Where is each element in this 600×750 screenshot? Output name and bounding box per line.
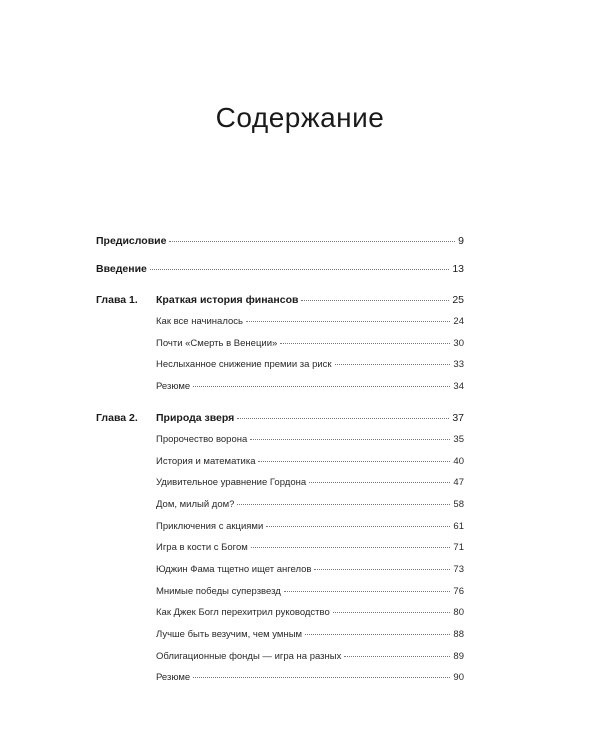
- dot-leader: [335, 363, 451, 365]
- toc-entry: [96, 260, 464, 278]
- entry-label: Краткая история финансов: [156, 294, 299, 306]
- toc-entry: [96, 583, 464, 601]
- entry-label: Почти «Смерть в Венеции»: [156, 338, 278, 349]
- entry-label: Игра в кости с Богом: [156, 542, 248, 553]
- entry-page-number: 61: [453, 521, 464, 532]
- entry-label: Предисловие: [96, 235, 167, 247]
- entry-label: Как Джек Богл перехитрил руководство: [156, 607, 330, 618]
- toc-entry: [96, 518, 464, 536]
- entry-page-number: 71: [453, 542, 464, 553]
- dot-leader: [333, 611, 451, 613]
- toc-entry: [96, 474, 464, 492]
- entry-label: Пророчество ворона: [156, 434, 248, 445]
- toc-entry: [96, 453, 464, 471]
- entry-label: Мнимые победы суперзвезд: [156, 586, 281, 597]
- toc-entry: [96, 539, 464, 557]
- dot-leader: [258, 460, 450, 462]
- entry-page-number: 89: [453, 651, 464, 662]
- entry-label: Резюме: [156, 381, 191, 392]
- toc-entry: [96, 604, 464, 622]
- entry-label: Неслыханное снижение премии за риск: [156, 359, 332, 370]
- entry-label: Как все начиналось: [156, 316, 243, 327]
- entry-page-number: 90: [453, 672, 464, 683]
- toc-entry: [96, 291, 464, 309]
- toc-entry: [96, 232, 464, 250]
- chapter-number: Глава 2.: [96, 412, 138, 424]
- toc-entry: [96, 648, 464, 666]
- entry-page-number: 25: [452, 294, 464, 306]
- toc-entry: [96, 431, 464, 449]
- entry-page-number: 13: [452, 263, 464, 275]
- entry-page-number: 47: [453, 477, 464, 488]
- entry-page-number: 34: [453, 381, 464, 392]
- dot-leader: [251, 546, 451, 548]
- entry-page-number: 40: [453, 456, 464, 467]
- dot-leader: [237, 417, 449, 419]
- dot-leader: [284, 590, 451, 592]
- dot-leader: [169, 240, 455, 242]
- entry-page-number: 35: [453, 434, 464, 445]
- toc-entry: [96, 356, 464, 374]
- chapter-number: Глава 1.: [96, 294, 138, 306]
- toc-entry: [96, 313, 464, 331]
- dot-leader: [193, 676, 450, 678]
- entry-page-number: 37: [452, 412, 464, 424]
- dot-leader: [309, 481, 450, 483]
- toc-entry: [96, 409, 464, 427]
- dot-leader: [344, 655, 450, 657]
- dot-leader: [237, 503, 450, 505]
- dot-leader: [280, 342, 450, 344]
- dot-leader: [246, 320, 450, 322]
- dot-leader: [266, 525, 450, 527]
- entry-page-number: 9: [458, 235, 464, 247]
- entry-page-number: 58: [453, 499, 464, 510]
- entry-page-number: 30: [453, 338, 464, 349]
- dot-leader: [193, 385, 450, 387]
- entry-page-number: 24: [453, 316, 464, 327]
- entry-label: Облигационные фонды — игра на разных: [156, 651, 342, 662]
- entry-page-number: 76: [453, 586, 464, 597]
- dot-leader: [314, 568, 450, 570]
- entry-label: Лучше быть везучим, чем умным: [156, 629, 303, 640]
- entry-label: Удивительное уравнение Гордона: [156, 477, 307, 488]
- entry-page-number: 33: [453, 359, 464, 370]
- entry-page-number: 80: [453, 607, 464, 618]
- dot-leader: [305, 633, 450, 635]
- entry-label: Дом, милый дом?: [156, 499, 235, 510]
- toc-entry: [96, 496, 464, 514]
- toc-entry: [96, 669, 464, 687]
- dot-leader: [250, 438, 450, 440]
- toc-entry: [96, 335, 464, 353]
- entry-label: Юджин Фама тщетно ищет ангелов: [156, 564, 312, 575]
- dot-leader: [150, 268, 449, 270]
- toc-entry: [96, 561, 464, 579]
- entry-page-number: 73: [453, 564, 464, 575]
- entry-label: Введение: [96, 263, 147, 275]
- entry-page-number: 88: [453, 629, 464, 640]
- entry-label: Приключения с акциями: [156, 521, 264, 532]
- toc-entry: [96, 626, 464, 644]
- entry-label: Природа зверя: [156, 412, 235, 424]
- page-title: Содержание: [215, 102, 385, 133]
- toc-entry: [96, 378, 464, 396]
- dot-leader: [301, 299, 449, 301]
- entry-label: История и математика: [156, 456, 256, 467]
- entry-label: Резюме: [156, 672, 191, 683]
